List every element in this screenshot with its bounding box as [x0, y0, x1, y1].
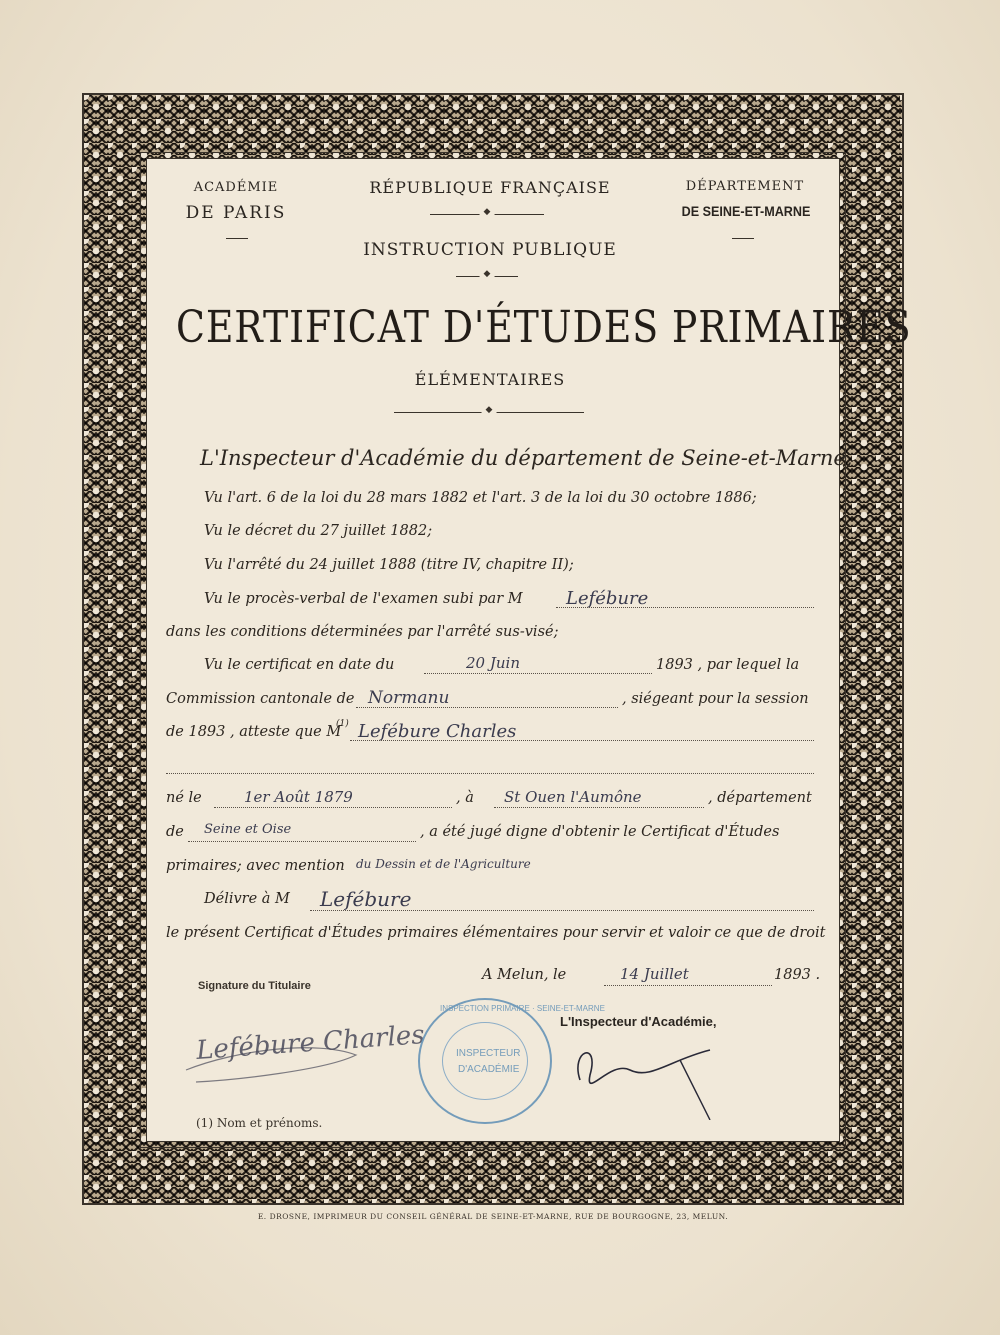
- body-line-4: Vu le procès-verbal de l'examen subi par M: [204, 591, 523, 607]
- stamp-ring-text: INSPECTION PRIMAIRE · SEINE-ET-MARNE: [440, 1004, 605, 1013]
- body-line-6-prefix: Vu le certificat en date du: [204, 657, 395, 673]
- fill-rule: [556, 607, 814, 608]
- candidate-full-name: Lefébure Charles: [358, 721, 517, 742]
- body-line-3: Vu l'arrêté du 24 juillet 1888 (titre IV, chapitre II);: [204, 557, 574, 573]
- examinee-name: Lefébure: [566, 588, 649, 609]
- header-center-line2: INSTRUCTION PUBLIQUE: [363, 240, 617, 260]
- birth-place: St Ouen l'Aumône: [504, 788, 642, 806]
- fill-rule: [424, 673, 652, 674]
- fill-rule: [350, 740, 814, 741]
- printer-footer: E. DROSNE, IMPRIMEUR DU CONSEIL GÉNÉRAL DE SEINE-ET-MARNE, RUE DE BOURGOGNE, 23, MELUN.: [257, 1212, 729, 1221]
- header-left-line2: DE PARIS: [185, 203, 287, 223]
- fill-rule: [214, 807, 452, 808]
- body-line-7-prefix: Commission cantonale de: [166, 691, 355, 707]
- header-center-line1: RÉPUBLIQUE FRANÇAISE: [369, 178, 611, 197]
- body-line-2: Vu le décret du 27 juillet 1882;: [204, 523, 433, 539]
- holder-signature: Lefébure Charles: [195, 1020, 426, 1066]
- fill-rule: [494, 807, 704, 808]
- mention-text: du Dessin et de l'Agriculture: [356, 857, 531, 871]
- birth-department: Seine et Oise: [204, 822, 292, 837]
- header-center-ornament-2: [456, 276, 518, 277]
- birth-date: 1er Août 1879: [244, 788, 353, 806]
- body-line-6-suffix: 1893 , par lequel la: [656, 657, 800, 673]
- body-line-8-prefix: de 1893 , atteste que M: [166, 724, 342, 740]
- fill-rule: [604, 985, 772, 986]
- header-center-ornament: [430, 214, 544, 215]
- body-line-7-suffix: , siégeant pour la session: [622, 691, 809, 707]
- body-line-5: dans les conditions déterminées par l'arrêté sus-visé;: [166, 624, 559, 640]
- inspector-label: L'Inspecteur d'Académie,: [560, 1014, 717, 1029]
- recipient-name: Lefébure: [320, 887, 412, 911]
- certificate-title: CERTIFICAT D'ÉTUDES PRIMAIRES: [176, 302, 912, 353]
- body-line-11-prefix: primaires; avec mention: [166, 858, 345, 874]
- body-line-9-suffix: , département: [708, 790, 812, 806]
- issue-year: 1893 .: [774, 967, 821, 983]
- fill-rule: [310, 910, 814, 911]
- header-left-ornament: [226, 238, 248, 239]
- body-line-10-suffix: , a été jugé digne d'obtenir le Certificat d'Études: [420, 824, 780, 840]
- footnote-marker: (1): [336, 719, 349, 729]
- certificate-subtitle: ÉLÉMENTAIRES: [414, 370, 566, 389]
- body-line-10-prefix: de: [166, 824, 184, 840]
- title-ornament: [394, 412, 584, 413]
- footnote: (1) Nom et prénoms.: [196, 1116, 323, 1130]
- body-line-9-prefix: né le: [166, 790, 202, 806]
- header-right-ornament: [732, 238, 754, 239]
- stamp-center-line1: INSPECTEUR: [456, 1048, 521, 1059]
- header-left-line1: ACADÉMIE: [193, 180, 279, 195]
- header-right-line2: DE SEINE-ET-MARNE: [681, 203, 811, 219]
- official-stamp: [418, 998, 605, 1124]
- body-line-13: le présent Certificat d'Études primaires élémentaires pour servir et valoir ce que de droit: [166, 925, 826, 941]
- body-line-12-prefix: Délivre à M: [204, 891, 290, 907]
- signature-label: Signature du Titulaire: [198, 980, 311, 992]
- body-line-9-mid: , à: [456, 790, 474, 806]
- body-line-1: Vu l'art. 6 de la loi du 28 mars 1882 et l'art. 3 de la loi du 30 octobre 1886;: [204, 490, 757, 506]
- fill-rule: [356, 707, 618, 708]
- commission-place: Normanu: [368, 688, 450, 708]
- place-prefix: A Melun, le: [482, 967, 567, 983]
- certificate-date: 20 Juin: [466, 654, 520, 672]
- fill-rule: [188, 841, 416, 842]
- fill-rule-blank: [166, 773, 814, 774]
- issuer-line: L'Inspecteur d'Académie du département de Seine-et-Marne,: [200, 446, 853, 470]
- inspector-signature: [560, 1030, 720, 1120]
- issue-date: 14 Juillet: [620, 965, 689, 983]
- stamp-center-line2: D'ACADÉMIE: [458, 1064, 520, 1075]
- header-right-line1: DÉPARTEMENT: [685, 179, 805, 194]
- holder-signature-flourish: [176, 1010, 376, 1100]
